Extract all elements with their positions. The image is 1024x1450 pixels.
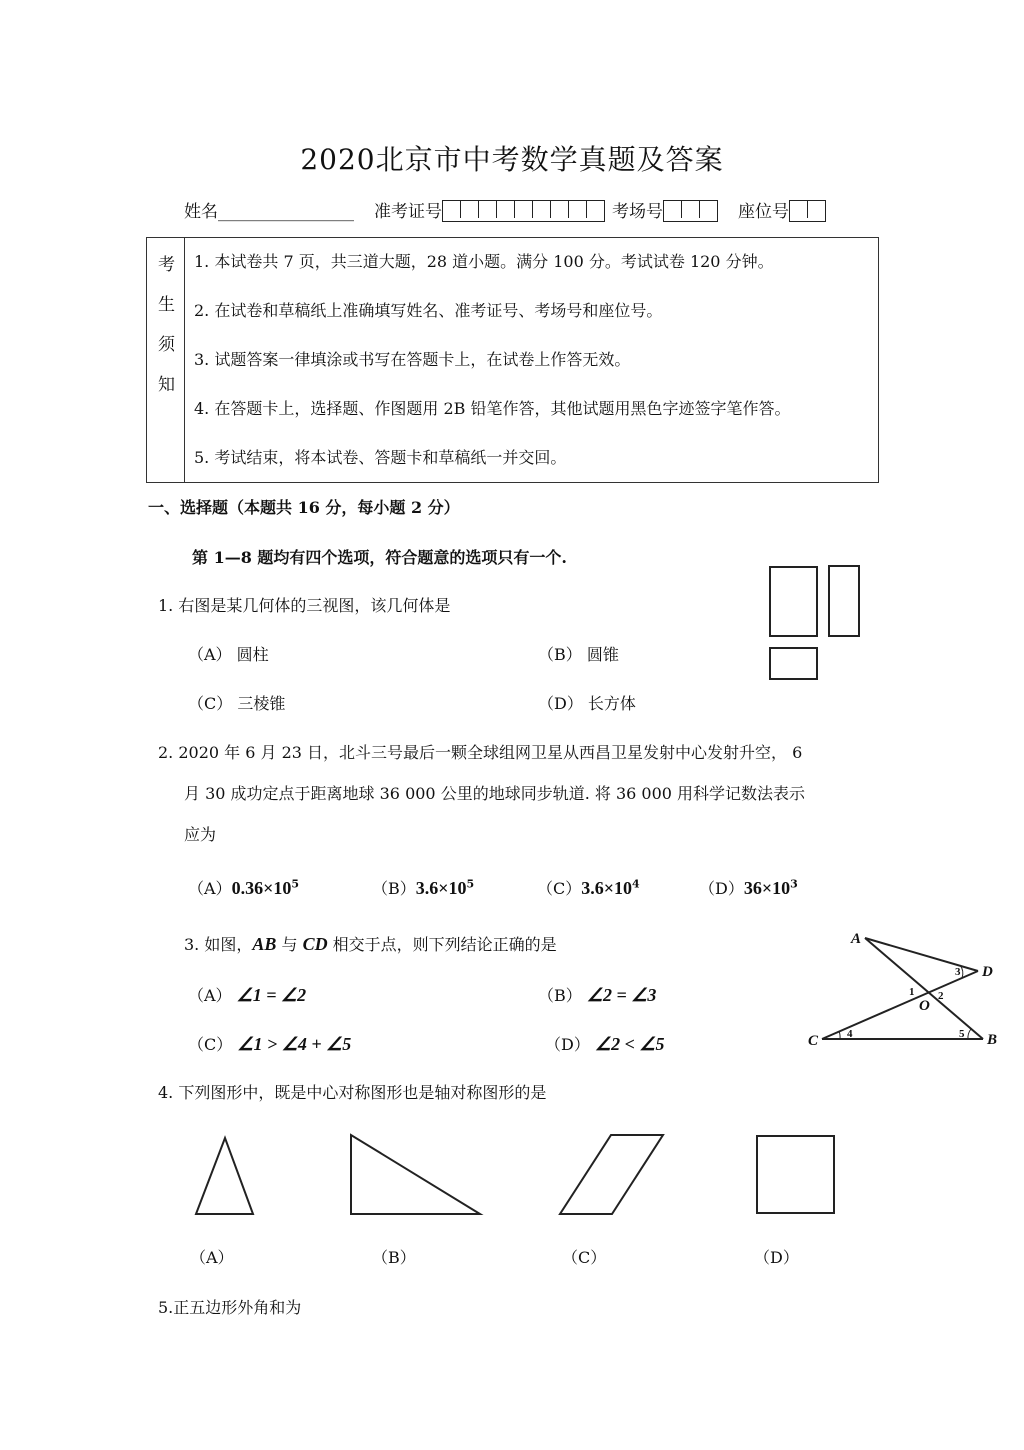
question-4-label-a: （A） <box>190 1248 234 1267</box>
square-shape <box>757 1136 834 1213</box>
question-3-option-b: （B） ∠2 = ∠3 <box>538 985 657 1005</box>
isosceles-triangle-shape <box>196 1138 253 1214</box>
exam-number-field: 准考证号 <box>374 197 605 222</box>
notice-item: 3. 试题答案一律填涂或书写在答题卡上，在试卷上作答无效。 <box>194 350 631 369</box>
angle-4-label: 4 <box>847 1028 853 1040</box>
question-4-stem: 4. 下列图形中，既是中心对称图形也是轴对称图形的是 <box>158 1083 547 1102</box>
notice-item: 2. 在试卷和草稿纸上准确填写姓名、准考证号、考场号和座位号。 <box>194 301 663 320</box>
front-view-rect <box>770 567 817 636</box>
segment-ab <box>865 938 983 1039</box>
three-view-figure <box>760 560 870 685</box>
notice-item: 4. 在答题卡上，选择题、作图题用 2B 铅笔作答，其他试题用黑色字迹签字笔作答。 <box>194 399 791 418</box>
question-4-label-d: （D） <box>754 1248 799 1267</box>
question-1-stem: 1. 右图是某几何体的三视图，该几何体是 <box>158 596 451 615</box>
exam-number-boxes <box>442 200 605 222</box>
section-instruction: 第 1—8 题均有四个选项，符合题意的选项只有一个. <box>192 548 567 567</box>
notice-divider <box>184 238 185 482</box>
point-o-label: O <box>919 998 930 1014</box>
question-1-option-d: （D） 长方体 <box>538 694 636 713</box>
point-b-label: B <box>987 1032 998 1048</box>
room-number-boxes <box>663 200 718 222</box>
angle-1-label: 1 <box>909 986 915 998</box>
question-2-line: 月 30 成功定点于距离地球 36 000 公里的地球同步轨道. 将 36 000 用科学记数法表示 <box>184 784 806 803</box>
notice-heading-char: 须 <box>158 335 175 355</box>
question-2-option-d: $(D)36\times 10^3$ <box>699 877 798 898</box>
question-3-option-a: （A） ∠1 = ∠2 <box>188 985 307 1005</box>
angle-3-label: 3 <box>955 966 961 978</box>
segment-dc <box>822 971 978 1039</box>
right-triangle-shape <box>351 1135 480 1214</box>
question-3-stem: 3. 如图，AB 与 CD 相交于点，则下列结论正确的是 <box>184 934 557 954</box>
point-a-label: A <box>851 931 862 947</box>
exam-notice-box <box>146 237 879 483</box>
name-label: 姓名________________ <box>184 202 354 222</box>
angle-5-label: 5 <box>959 1028 965 1040</box>
question-4-label-c: （C） <box>562 1248 607 1267</box>
seat-number-field: 座位号 <box>738 197 826 222</box>
question-1-option-a: （A） 圆柱 <box>188 645 269 664</box>
angle-2-label: 2 <box>938 990 944 1002</box>
question-5-stem: 5.正五边形外角和为 <box>158 1298 302 1317</box>
question-1-option-c: （C） 三棱锥 <box>188 694 286 713</box>
question-1-option-b: （B） 圆锥 <box>538 645 619 664</box>
top-view-rect <box>770 648 817 679</box>
question-2-line: 2. 2020 年 6 月 23 日，北斗三号最后一颗全球组网卫星从西昌卫星发射中心发射升空， 6 <box>158 743 803 762</box>
question-4-figures <box>0 1120 1024 1230</box>
seat-number-boxes <box>789 200 826 222</box>
name-blank: ________________ <box>218 202 354 222</box>
notice-heading-char: 考 <box>158 255 175 275</box>
point-d-label: D <box>982 964 993 980</box>
question-4-label-b: （B） <box>372 1248 416 1267</box>
room-number-field: 考场号 <box>612 197 718 222</box>
question-2-option-b: $(B)3.6\times 10^5$ <box>372 877 475 898</box>
question-2-option-a: $(A)0.36\times 10^5$ <box>188 877 299 898</box>
point-c-label: C <box>808 1033 819 1049</box>
question-3-option-d: （D） ∠2 < ∠5 <box>545 1034 665 1054</box>
notice-heading-char: 知 <box>158 375 175 395</box>
notice-heading-char: 生 <box>158 295 175 315</box>
side-view-rect <box>829 566 859 636</box>
question-2-line: 应为 <box>184 825 217 844</box>
question-2-option-c: $(C)3.6\times 10^4$ <box>537 877 640 898</box>
page-title: 2020北京市中考数学真题及答案 <box>300 143 724 176</box>
notice-item: 5. 考试结束，将本试卷、答题卡和草稿纸一并交回。 <box>194 448 567 467</box>
notice-item: 1. 本试卷共 7 页，共三道大题，28 道小题。满分 100 分。考试试卷 120 分钟。 <box>194 252 774 271</box>
section-heading: 一、选择题（本题共 16 分，每小题 2 分） <box>148 498 460 517</box>
parallelogram-shape <box>560 1135 663 1214</box>
question-3-option-c: （C） ∠1 > ∠4 + ∠5 <box>188 1034 352 1054</box>
intersecting-lines-figure <box>800 925 1010 1055</box>
angle-5-arc <box>968 1029 971 1039</box>
